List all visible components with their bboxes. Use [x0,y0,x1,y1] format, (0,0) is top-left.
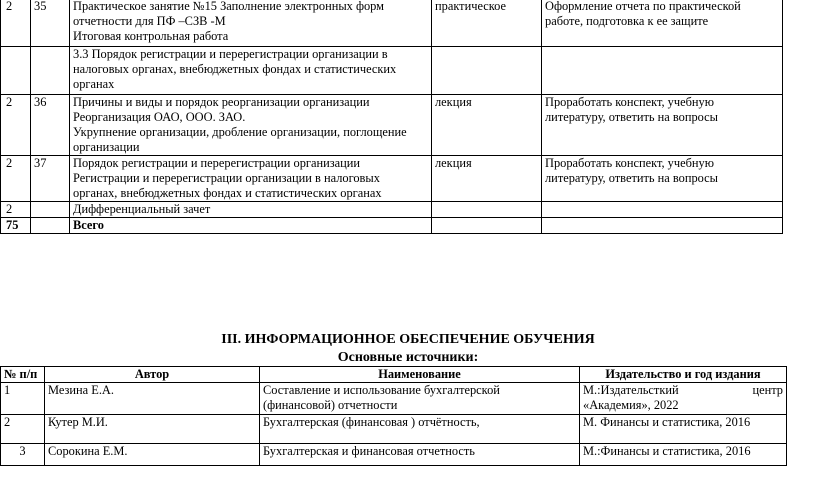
topic-line: Реорганизация ОАО, ООО. ЗАО. [73,110,246,124]
source-author: Кутер М.И. [45,415,260,444]
task-cell [542,218,783,234]
task-line: Проработать конспект, учебную [545,156,714,170]
topic-cell [70,0,432,47]
topic-line: Дифференциальный зачет [73,202,211,216]
lesson-type-cell [432,47,542,95]
topic-line: Практическое занятие №15 Заполнение электронных форм [73,0,385,13]
hours-cell: 2 [1,95,31,156]
topic-line: Порядок регистрации и перерегистрации организации [73,156,361,170]
lesson-type-cell [432,218,542,234]
section-title: III. ИНФОРМАЦИОННОЕ ОБЕСПЕЧЕНИЕ ОБУЧЕНИЯ [221,332,595,347]
topic-line: органах [73,77,115,91]
task-cell [542,0,783,47]
table-row [1,95,783,156]
table-row [1,47,783,95]
publisher-line [583,383,783,398]
task-cell [542,47,783,95]
source-author: Мезина Е.А. [45,383,260,415]
topic-cell [70,47,432,95]
table-row [1,156,783,202]
publisher-part: М.:Издательсткий [583,383,679,397]
task-line: литературу, ответить на вопросы [545,110,719,124]
subsection-title: Основные источники: [337,350,479,365]
table-row [1,415,787,444]
topic-line: Регистрации и перерегистрации организации в налоговых [73,171,380,185]
lesson-plan-table [0,0,783,234]
topic-line: 3.3 Порядок регистрации и перерегистрации организации в [73,47,388,61]
table-row [1,383,787,415]
task-line: Оформление отчета по практической [545,0,741,13]
topic-cell [70,95,432,156]
task-cell [542,156,783,202]
lesson-number-cell: 35 [31,0,70,47]
total-label-cell [70,218,432,234]
topic-line: органах, внебюджетных фондах и статистических органах [73,186,382,200]
task-line: работе, подготовка к ее защите [545,14,709,28]
column-header-publisher: Издательство и год издания [580,367,787,383]
sources-table [0,366,787,466]
source-author: Сорокина Е.М. [45,444,260,466]
source-name [260,444,580,466]
lesson-number-cell: 37 [31,156,70,202]
lesson-type-cell: лекция [432,156,542,202]
lesson-number-cell: 36 [31,95,70,156]
source-publisher [580,444,787,466]
source-name-line: Бухгалтерская и финансовая отчетность [263,444,475,458]
source-number: 2 [1,415,45,444]
table-row [1,444,787,466]
topic-line: Причины и виды и порядок реорганизации организации [73,95,370,109]
publisher-line: «Академия», 2022 [583,398,679,412]
source-name-line: (финансовой) отчетности [263,398,398,412]
table-row [1,202,783,218]
topic-line: организации [73,140,140,154]
total-row [1,218,783,234]
lesson-type-cell [432,202,542,218]
total-label: Всего [73,218,104,232]
source-publisher [580,415,787,444]
source-publisher [580,383,787,415]
topic-line: Укрупнение организации, дробление организации, поглощение [73,125,407,139]
task-cell [542,202,783,218]
topic-line: налоговых органах, внебюджетных фондах и статистических [73,62,397,76]
publisher-line: М. Финансы и статистика, 2016 [583,415,751,429]
source-name [260,415,580,444]
topic-line: Итоговая контрольная работа [73,29,229,43]
lesson-type-cell: лекция [432,95,542,156]
topic-line: отчетности для ПФ –СЗВ -М [73,14,226,28]
lesson-number-cell [31,218,70,234]
source-name [260,383,580,415]
topic-cell [70,156,432,202]
table-row [1,0,783,47]
hours-cell: 2 [1,156,31,202]
hours-cell: 2 [1,202,31,218]
source-name-line: Составление и использование бухгалтерской [263,383,500,397]
task-cell [542,95,783,156]
hours-cell: 2 [1,0,31,47]
source-number: 1 [1,383,45,415]
lesson-type-cell: практическое [432,0,542,47]
total-hours-cell: 75 [1,218,31,234]
lesson-number-cell [31,202,70,218]
lesson-number-cell [31,47,70,95]
column-header-number: № п/п [1,367,45,383]
column-header-name: Наименование [260,367,580,383]
task-line: Проработать конспект, учебную [545,95,714,109]
sources-header-row [1,367,787,383]
column-header-author: Автор [45,367,260,383]
publisher-part: центр [752,383,783,397]
hours-cell [1,47,31,95]
publisher-line: М.:Финансы и статистика, 2016 [583,444,751,458]
topic-cell [70,202,432,218]
task-line: литературу, ответить на вопросы [545,171,719,185]
source-number: 3 [1,444,45,466]
source-name-line: Бухгалтерская (финансовая ) отчётность, [263,415,480,429]
